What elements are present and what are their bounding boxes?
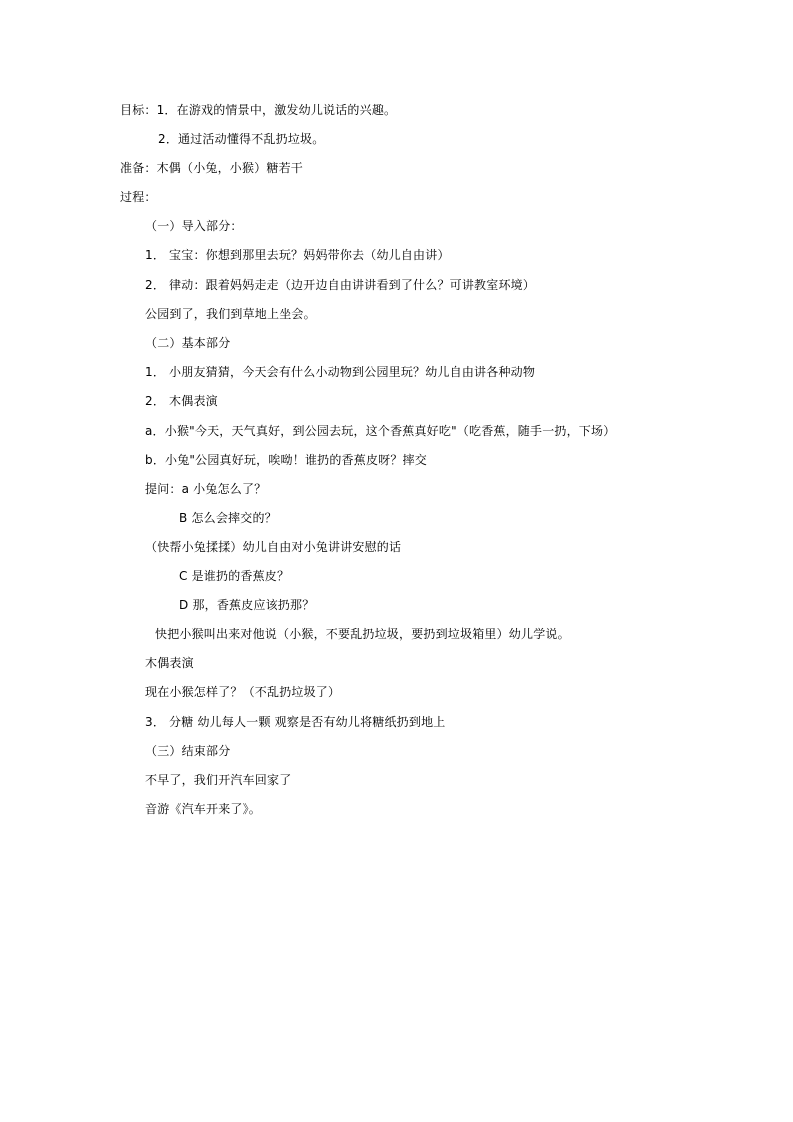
basic-step-2: 2． 木偶表演: [145, 394, 218, 408]
monkey-now-line: 现在小猴怎样了？（不乱扔垃圾了）: [145, 685, 341, 699]
question-c: C 是谁扔的香蕉皮？: [179, 569, 290, 583]
section-intro-heading: （一）导入部分：: [145, 219, 243, 233]
comfort-line: （快帮小兔揉揉）幼儿自由对小兔讲讲安慰的话: [145, 540, 402, 554]
call-monkey-line: 快把小猴叫出来对他说（小猴，不要乱扔垃圾，要扔到垃圾箱里）幼儿学说。: [155, 627, 570, 641]
end-line-2: 音游《汽车开来了》。: [145, 802, 262, 816]
puppet-line-b: b．小兔"公园真好玩，唉呦！谁扔的香蕉皮呀？摔交: [145, 453, 427, 467]
section-basic-heading: （二）基本部分: [145, 336, 231, 350]
section-end-heading: （三）结束部分: [145, 744, 231, 758]
puppet-line-a: a．小猴"今天，天气真好，到公园去玩，这个香蕉真好吃"（吃香蕉，随手一扔，下场）: [145, 424, 616, 438]
basic-step-1: 1． 小朋友猜猜，今天会有什么小动物到公园里玩？幼儿自由讲各种动物: [145, 365, 536, 379]
puppet-show-line: 木偶表演: [145, 656, 194, 670]
goal-line-2: 2．通过活动懂得不乱扔垃圾。: [158, 132, 325, 146]
question-a: 提问：a 小兔怎么了？: [145, 482, 267, 496]
intro-transition: 公园到了，我们到草地上坐会。: [145, 307, 316, 321]
preparation-line: 准备：木偶（小兔，小猴）糖若干: [120, 161, 304, 175]
basic-step-3: 3． 分糖 幼儿每人一颗 观察是否有幼儿将糖纸扔到地上: [145, 715, 446, 729]
goal-line-1: 目标：1．在游戏的情景中，激发幼儿说话的兴趣。: [120, 103, 397, 117]
process-heading: 过程：: [120, 190, 157, 204]
intro-step-1: 1． 宝宝：你想到那里去玩？妈妈带你去（幼儿自由讲）: [145, 248, 450, 262]
question-d: D 那，香蕉皮应该扔那？: [179, 598, 315, 612]
question-b: B 怎么会摔交的？: [179, 511, 277, 525]
intro-step-2: 2． 律动：跟着妈妈走走（边开边自由讲讲看到了什么？可讲教室环境）: [145, 278, 536, 292]
end-line-1: 不早了，我们开汽车回家了: [145, 773, 292, 787]
